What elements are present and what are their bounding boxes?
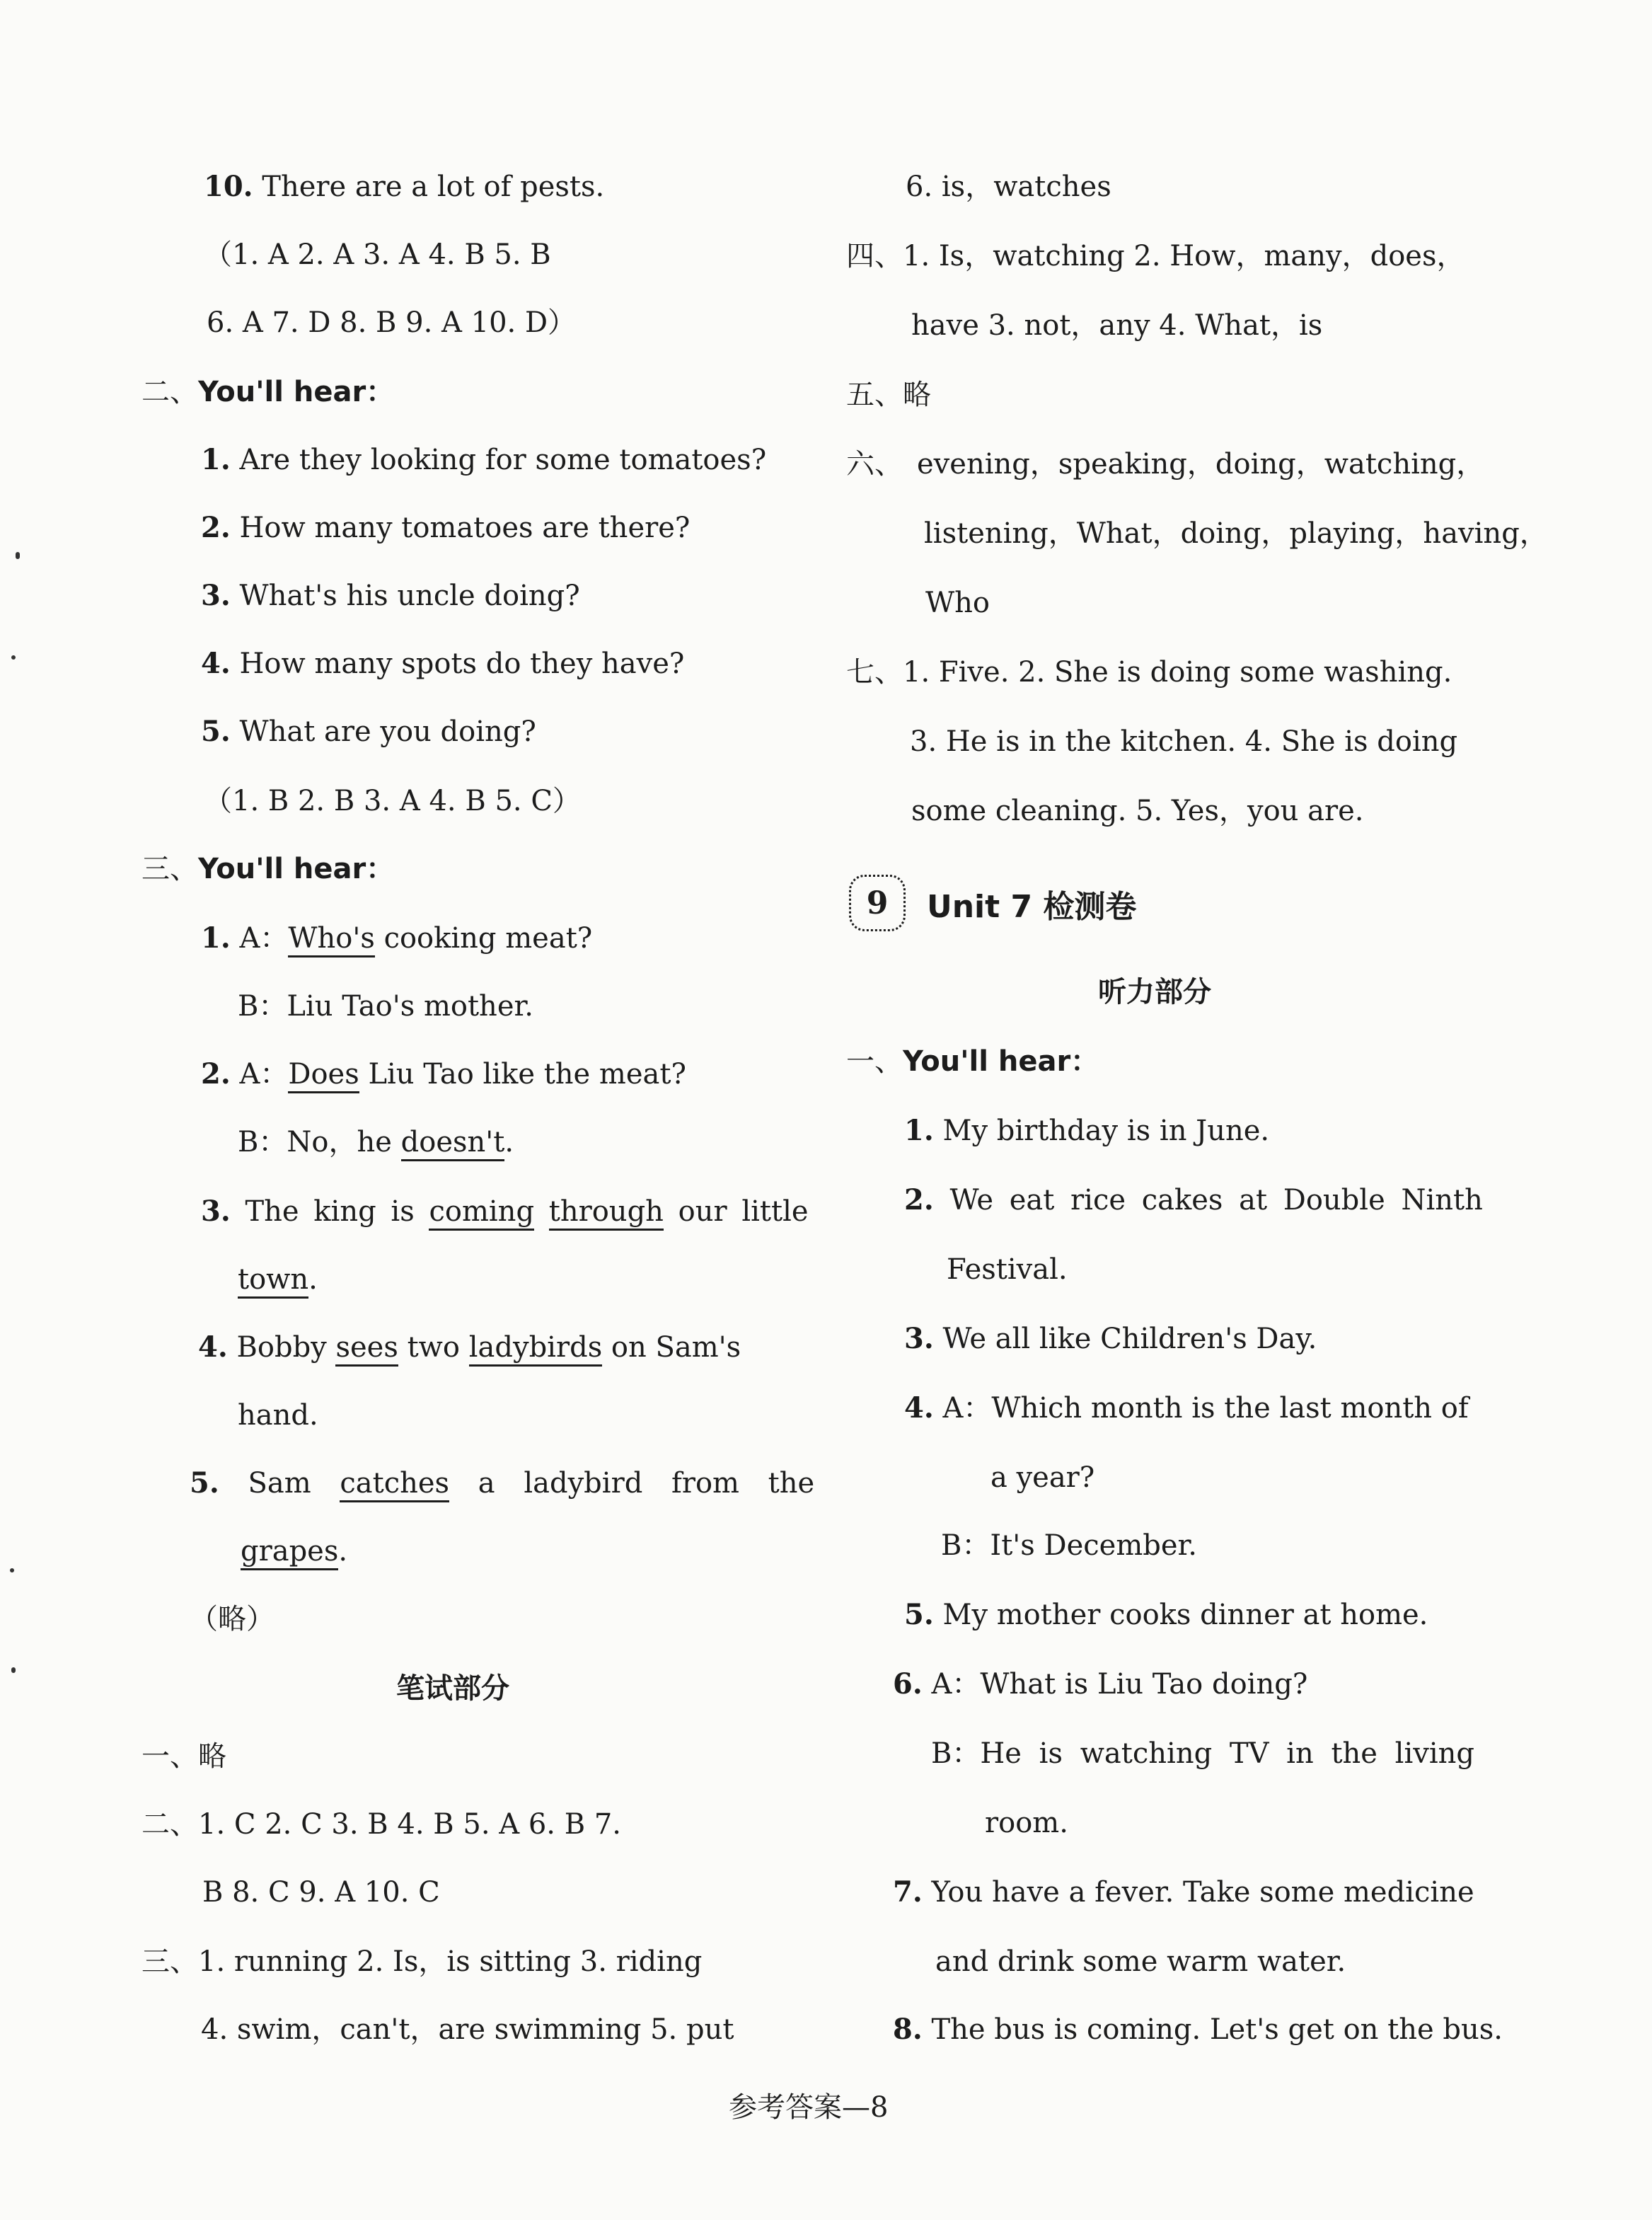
s3-item-4: 4. Bobby sees two ladybirds on Sam's (198, 1328, 741, 1367)
s2-question-4: 4. How many spots do they have? (201, 647, 685, 680)
scan-speck (16, 552, 20, 559)
page-footer: 参考答案—8 (729, 2091, 889, 2124)
written-section-3: 三、1. running 2. Is，is sitting 3. riding (141, 1945, 703, 1978)
section-4-cont: have 3. not，any 4. What，is (911, 309, 1323, 342)
s3-omitted: （略） (190, 1603, 275, 1635)
s3-item-2-reply: B：No，he doesn't. (238, 1122, 514, 1162)
section-7-cont-1: 3. He is in the kitchen. 4. She is doing (910, 725, 1458, 758)
listening-q4: 4. A：Which month is the last month of (904, 1391, 1469, 1425)
listening-q2-cont: Festival. (947, 1253, 1068, 1286)
s3-item-1: 1. A：Who's cooking meat? (201, 919, 592, 958)
written-section-2: 二、1. C 2. C 3. B 4. B 5. A 6. B 7. (141, 1808, 622, 1841)
s3-item-1-reply: B：Liu Tao's mother. (238, 990, 533, 1023)
unit-number-badge: 9 (849, 875, 906, 931)
section-7-cont-2: some cleaning. 5. Yes，you are. (911, 795, 1364, 827)
listening-q7-cont: and drink some warm water. (935, 1945, 1346, 1978)
left-line-q10: 10. There are a lot of pests. (204, 170, 605, 203)
s3-item-5: 5. Sam catches a ladybird from the (190, 1463, 814, 1503)
listening-q1: 1. My birthday is in June. (904, 1114, 1270, 1147)
s3-item-2: 2. A：Does Liu Tao like the meat? (201, 1054, 686, 1094)
written-section-2-cont: B 8. C 9. A 10. C (202, 1876, 440, 1909)
scan-speck (11, 655, 16, 660)
listening-q6-cont-2: room. (985, 1807, 1068, 1839)
section-7: 七、1. Five. 2. She is doing some washing. (846, 656, 1452, 689)
right-line-6: 6. is，watches (906, 171, 1111, 203)
listening-part-title: 听力部分 (1098, 976, 1211, 1008)
s2-question-1: 1. Are they looking for some tomatoes? (201, 443, 767, 476)
s3-item-5-cont: grapes. (241, 1531, 347, 1571)
listening-q4-cont-1: a year? (990, 1461, 1095, 1494)
s2-question-5: 5. What are you doing? (201, 715, 536, 748)
scan-speck (11, 1667, 16, 1673)
section-2-heading: 二、You'll hear： (141, 376, 395, 408)
s3-item-3: 3. The king is coming through our little (201, 1192, 809, 1231)
listening-q5: 5. My mother cooks dinner at home. (904, 1598, 1428, 1631)
section-6-cont-2: Who (925, 587, 990, 619)
scan-speck (10, 1568, 14, 1572)
listening-q6-cont-1: B：He is watching TV in the living (931, 1737, 1475, 1770)
listening-q7: 7. You have a fever. Take some medicine (893, 1875, 1474, 1909)
listening-q3: 3. We all like Children's Day. (904, 1322, 1317, 1355)
written-section-3-cont: 4. swim，can't，are swimming 5. put (201, 2013, 734, 2046)
section-6: 六、 evening，speaking，doing，watching， (846, 448, 1485, 481)
listening-q8: 8. The bus is coming. Let's get on the bus. (893, 2013, 1503, 2046)
listening-q4-cont-2: B：It's December. (941, 1529, 1197, 1562)
written-part-title: 笔试部分 (396, 1672, 509, 1705)
listening-section-1: 一、You'll hear： (846, 1045, 1099, 1078)
s3-item-4-cont: hand. (238, 1399, 318, 1432)
written-section-1: 一、略 (141, 1740, 226, 1773)
left-answers-1: （1. A 2. A 3. A 4. B 5. B (204, 238, 551, 271)
section-3-heading: 三、You'll hear： (141, 853, 395, 885)
s2-question-2: 2. How many tomatoes are there? (201, 511, 691, 544)
section-4: 四、1. Is，watching 2. How，many，does， (846, 240, 1465, 272)
section-5: 五、略 (846, 379, 931, 411)
left-answers-2: 6. A 7. D 8. B 9. A 10. D） (207, 306, 577, 339)
listening-q6: 6. A：What is Liu Tao doing? (893, 1667, 1308, 1701)
section-6-cont-1: listening，What，doing，playing，having， (924, 517, 1548, 550)
unit-title: Unit 7 检测卷 (927, 889, 1137, 925)
s3-item-3-cont: town. (238, 1260, 318, 1299)
listening-q2: 2. We eat rice cakes at Double Ninth (904, 1183, 1483, 1217)
s2-question-3: 3. What's his uncle doing? (201, 579, 580, 612)
s2-answers: （1. B 2. B 3. A 4. B 5. C） (204, 785, 581, 817)
